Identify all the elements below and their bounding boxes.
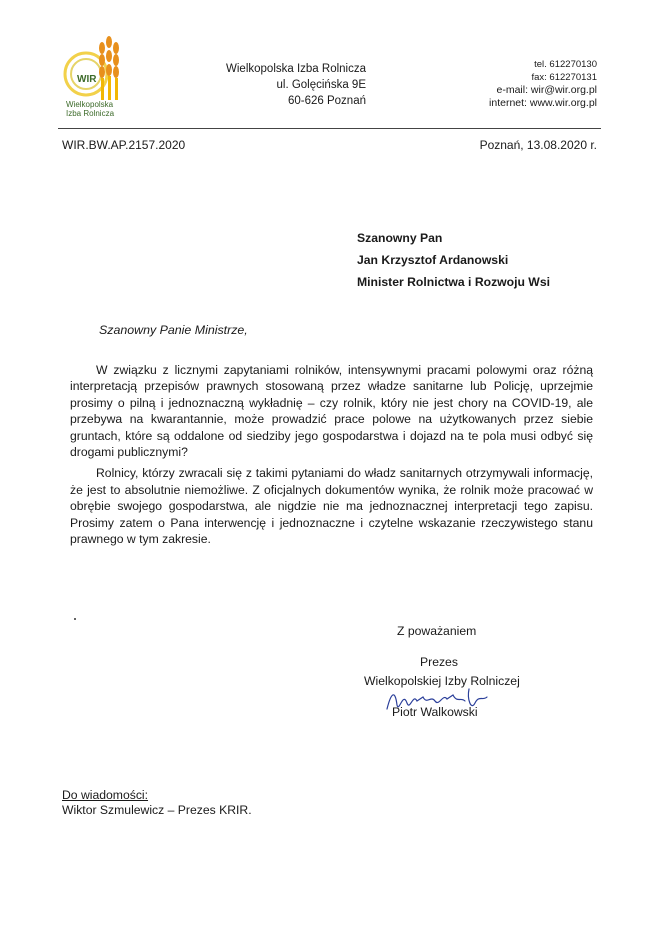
contact-fax: fax: 612270131 (531, 71, 597, 83)
salutation: Szanowny Panie Ministrze, (99, 323, 248, 337)
sender-address (226, 61, 366, 109)
reference-number: WIR.BW.AP.2157.2020 (62, 138, 186, 152)
signatory-role: Prezes (420, 655, 458, 669)
recipient-block (357, 227, 550, 293)
address-line-2: ul. Golęcińska 9E (276, 79, 366, 91)
signatory-organization: Wielkopolskiej Izby Rolniczej (364, 674, 520, 688)
contact-tel: tel. 612270130 (534, 59, 597, 70)
header-divider (58, 128, 601, 129)
stray-mark (74, 618, 76, 620)
letter-date: Poznań, 13.08.2020 r. (479, 138, 597, 152)
contact-internet: internet: www.wir.org.pl (489, 96, 597, 109)
logo-caption (66, 100, 114, 118)
cc-recipient: Wiktor Szmulewicz – Prezes KRIR. (62, 803, 252, 817)
logo-caption-line2: Izba Rolnicza (66, 109, 115, 118)
recipient-line-3: Minister Rolnictwa i Rozwoju Wsi (357, 275, 550, 289)
body-paragraph-2: Rolnicy, którzy zwracali się z takimi pytaniami do władz sanitarnych otrzymywali informację, że jest to absolutnie niemożliwe. Z oficjalnych dokumentów wynika, że rolnik może pracować w obrębie swojego gospodarstwa, ale nigdzie nie ma jednoznacznej interpretacji tego zapisu. Prosimy zatem o Pana interwencję i jednoznaczne i czytelne wskazanie rzeczywistego stanu prawnego w tym zakresie. (70, 466, 593, 547)
address-line-3: 60-626 Poznań (287, 95, 366, 107)
contact-email: e-mail: wir@wir.org.pl (496, 84, 597, 97)
wir-logo-mark: WIR (77, 74, 97, 85)
recipient-line-1: Szanowny Pan (357, 231, 443, 245)
logo-caption-line1: Wielkopolska (66, 100, 114, 109)
cc-title: Do wiadomości: (62, 788, 149, 802)
signatory-name: Piotr Walkowski (392, 705, 478, 719)
address-line-1: Wielkopolska Izba Rolnicza (226, 63, 366, 75)
letter-body (70, 362, 593, 553)
closing-regards: Z poważaniem (397, 624, 477, 638)
recipient-line-2: Jan Krzysztof Ardanowski (357, 253, 509, 267)
body-paragraph-1: W związku z licznymi zapytaniami rolników, intensywnymi pracami polowymi oraz różną interpretacją przepisów prawnych stosowaną przez władze sanitarne lub Policję, uprzejmie prosimy o pilną i jednoznaczną wykładnię – czy rolnik, który nie jest chory na COVID-19, ale przebywa na kwarantannie, może prowadzić prace polowe na użytkowanych przez siebie gruntach, które są oddalone od siedziby jego gospodarstwa i dojazd na te pola musi odbyć się drogami publicznymi? (70, 363, 593, 460)
sender-contact (420, 59, 597, 109)
